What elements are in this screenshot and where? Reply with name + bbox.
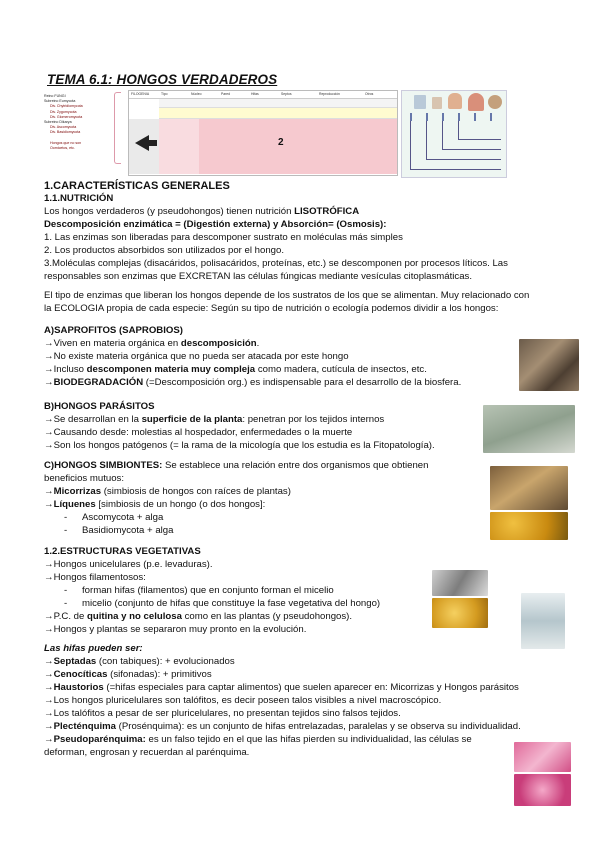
- tree-tip: [474, 113, 476, 121]
- list-item: 2. Los productos absorbidos son utilizados por el hongo.: [44, 245, 284, 256]
- list-item: [44, 721, 564, 733]
- tree-tip: [490, 113, 492, 121]
- taxon-label: Div. Basidiomycota: [50, 130, 81, 135]
- organism-image: [432, 97, 442, 109]
- list-item: →Hongos unicelulares (p.e. levaduras).: [44, 559, 213, 570]
- list-item: [44, 669, 564, 681]
- subheading-hifas: [44, 643, 564, 655]
- classification-figure: [44, 90, 562, 176]
- list-item: [44, 499, 564, 511]
- text: →: [44, 499, 54, 510]
- table-number: 2: [278, 137, 284, 148]
- taxon-label: Subreino Eumycota: [44, 99, 76, 104]
- tree-branch: [458, 121, 501, 140]
- text-bold: descomponen materia muy compleja: [86, 364, 256, 375]
- text: →: [44, 486, 54, 497]
- heading-saprofitos: A)SAPROFITOS (SAPROBIOS): [44, 325, 183, 336]
- text-bold: Haustorios: [53, 682, 104, 693]
- text: Ascomycota + alga: [82, 512, 164, 523]
- text: Los hongos verdaderos (y pseudohongos) tienen nutrición: [44, 206, 295, 217]
- list-item: →Hongos filamentosos:: [44, 572, 146, 583]
- text-bold: Pseudoparénquima:: [53, 734, 146, 745]
- heading-parasitos: B)HONGOS PARÁSITOS: [44, 401, 155, 412]
- list-item: [44, 656, 564, 668]
- text: →: [44, 682, 54, 693]
- taxon-label: Div. Chytridiomycota: [50, 104, 83, 109]
- list-item: →No existe materia orgánica que no pueda ser atacada por este hongo: [44, 351, 349, 362]
- text: (=hifas especiales para captar alimentos) que suelen aparecer en: Micorrizas y Hongos parásitos: [103, 682, 519, 693]
- paragraph: la ECOLOGIA propia de cada especie: Según su tipo de nutrición o ecología podemos dividir a los hongos:: [44, 303, 499, 314]
- list-item: deforman, engrosan y recuerdan al parénquima.: [44, 747, 250, 758]
- tree-tip: [458, 113, 460, 121]
- taxonomy-labels: [44, 94, 114, 151]
- sub-list-item: - Ascomycota + alga: [64, 512, 164, 523]
- text: (Prosénquima): es un conjunto de hifas entrelazadas, paralelas y se observa su individualidad.: [115, 721, 521, 732]
- list-item: 1. Las enzimas son liberadas para descomponer sustrato en moléculas más simples: [44, 232, 403, 243]
- text-bold: Líquenes: [53, 499, 96, 510]
- tree-tip: [442, 113, 444, 121]
- text-bold-italic: Las hifas pueden ser:: [44, 643, 143, 654]
- organism-image: [414, 95, 426, 109]
- heading-1-2: 1.2.ESTRUCTURAS VEGETATIVAS: [44, 546, 201, 557]
- list-item: [44, 486, 564, 498]
- taxon-label: Oomicetos, etc.: [50, 145, 75, 150]
- classification-table: [128, 90, 398, 176]
- text: →: [44, 669, 54, 680]
- mushroom-image: [488, 95, 502, 109]
- text: (sifonadas): + primitivos: [107, 669, 212, 680]
- text: →Se desarrollan en la: [44, 414, 142, 425]
- brace-divider: [114, 92, 121, 164]
- list-item: 3.Moléculas complejas (disacáridos, polisacáridos, proteínas, etc.) se descomponen por procesos líticos. Las: [44, 258, 508, 269]
- sub-list-item: - Basidiomycota + alga: [64, 525, 174, 536]
- table-row: [159, 99, 397, 108]
- table-col-header: Septos: [281, 92, 292, 96]
- text: (=Descomposición org.) es indispensable para el desarrollo de la biosfera.: [143, 377, 462, 388]
- text: forman hifas (filamentos) que en conjunto forman el micelio: [82, 585, 334, 596]
- text: →Viven en materia orgánica en: [44, 338, 181, 349]
- table-col-header: Reproducción: [319, 92, 340, 96]
- tree-tip: [410, 113, 412, 121]
- yeast-photo: [432, 598, 488, 628]
- heading-simbiontes: C)HONGOS SIMBIONTES:: [44, 460, 163, 471]
- mushroom-image: [448, 93, 462, 109]
- taxon-label: Div. Ascomycota: [50, 125, 77, 130]
- text: [simbiosis de un hongo (o dos hongos]:: [95, 499, 266, 510]
- table-col-header: FILOGENIA: [131, 92, 150, 96]
- taxon-label: Div. Zygomycota: [50, 109, 77, 114]
- table-header-row: [129, 91, 397, 99]
- list-item: responsables son enzimas que EXCRETAN las células fúngicas mediante vesículas citoplasmáticas.: [44, 271, 473, 282]
- list-item: [44, 364, 564, 376]
- text: →Incluso: [44, 364, 87, 375]
- text: →: [44, 656, 54, 667]
- taxon-label: Div. Glomeromycota: [50, 114, 83, 119]
- microscope-photo: [521, 593, 565, 649]
- list-item: [44, 377, 564, 389]
- list-item: [44, 338, 564, 350]
- text: (simbiosis de hongos con raíces de plantas): [101, 486, 291, 497]
- phylogenetic-tree: [401, 90, 507, 178]
- arrow-tail: [147, 140, 157, 146]
- list-item: →Son los hongos patógenos (= la rama de la micología que los estudia es la Fitopatología).: [44, 440, 435, 451]
- lichen-photo: [490, 512, 568, 540]
- list-item: →Los talófitos a pesar de ser pluricelulares, no presentan tejidos sino falsos tejidos.: [44, 708, 401, 719]
- text-bold: Septadas: [53, 656, 97, 667]
- hyphae-photo: [432, 570, 488, 596]
- text: .: [256, 338, 260, 349]
- tissue-photo: [514, 774, 571, 806]
- table-cell-pink: [159, 119, 199, 174]
- text-bold: quitina y no celulosa: [87, 611, 182, 622]
- text: : penetran por los tejidos internos: [242, 414, 385, 425]
- text-bold: Plecténquima: [53, 721, 116, 732]
- page-title: TEMA 6.1: HONGOS VERDADEROS: [47, 72, 278, 87]
- table-col-header: Núcleo: [191, 92, 202, 96]
- text-bold: Micorrizas: [53, 486, 102, 497]
- text: Se establece una relación entre dos organismos que obtienen: [162, 460, 429, 471]
- taxon-label: Hongos que no son: [50, 140, 82, 145]
- table-col-header: Pared: [221, 92, 231, 96]
- list-item: →Causando desde: molestias al hospedador, enfermedades o la muerte: [44, 427, 353, 438]
- tissue-photo: [514, 742, 571, 772]
- list-item: →Los hongos pluricelulares son talófitos, es decir poseen talos visibles a nivel macroscópico.: [44, 695, 442, 706]
- paragraph: beneficios mutuos:: [44, 473, 124, 484]
- list-item: →Hongos y plantas se separaron muy pronto en la evolución.: [44, 624, 307, 635]
- heading-1: 1.CARACTERÍSTICAS GENERALES: [44, 180, 230, 192]
- mushroom-image: [468, 93, 484, 111]
- text: es un falso tejido en el que las hifas pierden su individualidad, las células se: [145, 734, 472, 745]
- paragraph: [44, 206, 564, 218]
- list-item: [44, 734, 564, 746]
- heading-1-1: 1.1.NUTRICIÓN: [44, 193, 114, 204]
- tree-tip: [426, 113, 428, 121]
- text-bold: LISOTRÓFICA: [294, 206, 360, 217]
- paragraph: El tipo de enzimas que liberan los hongos depende de los sustratos de los que se alimentan. Muy relacionado con: [44, 290, 530, 301]
- text: →: [44, 734, 54, 745]
- sub-list-item: - forman hifas (filamentos) que en conjunto forman el micelio: [64, 585, 334, 596]
- paragraph-bold: Descomposición enzimática = (Digestión externa) y Absorción= (Osmosis):: [44, 219, 387, 230]
- text-bold: superficie de la planta: [141, 414, 243, 425]
- text: →: [44, 377, 54, 388]
- saprophyte-photo: [519, 339, 579, 391]
- text: como madera, cutícula de insectos, etc.: [255, 364, 427, 375]
- text: (con tabiques): + evolucionados: [96, 656, 235, 667]
- paragraph: [44, 460, 484, 472]
- table-row-highlighted: [159, 108, 397, 119]
- table-col-header: Hifas: [251, 92, 259, 96]
- text: Basidiomycota + alga: [82, 525, 174, 536]
- taxon-label: Reino FUNGI: [44, 94, 66, 98]
- parasite-photo: [483, 405, 575, 453]
- taxon-label: Subreino Dikarya: [44, 120, 72, 125]
- text: micelio (conjunto de hifas que constituye la fase vegetativa del hongo): [82, 598, 381, 609]
- text: →: [44, 721, 54, 732]
- mycorrhiza-photo: [490, 466, 568, 510]
- text: →P.C. de: [44, 611, 88, 622]
- text-bold: BIODEGRADACIÓN: [53, 377, 144, 388]
- text: como en las plantas (y pseudohongos).: [181, 611, 353, 622]
- text-bold: descomposición: [180, 338, 257, 349]
- table-col-header: Tipo: [161, 92, 168, 96]
- list-item: [44, 682, 574, 694]
- sub-list-item: - micelio (conjunto de hifas que constituye la fase vegetativa del hongo): [64, 598, 381, 609]
- text-bold: Cenocíticas: [53, 669, 108, 680]
- table-col-header: Otros: [365, 92, 374, 96]
